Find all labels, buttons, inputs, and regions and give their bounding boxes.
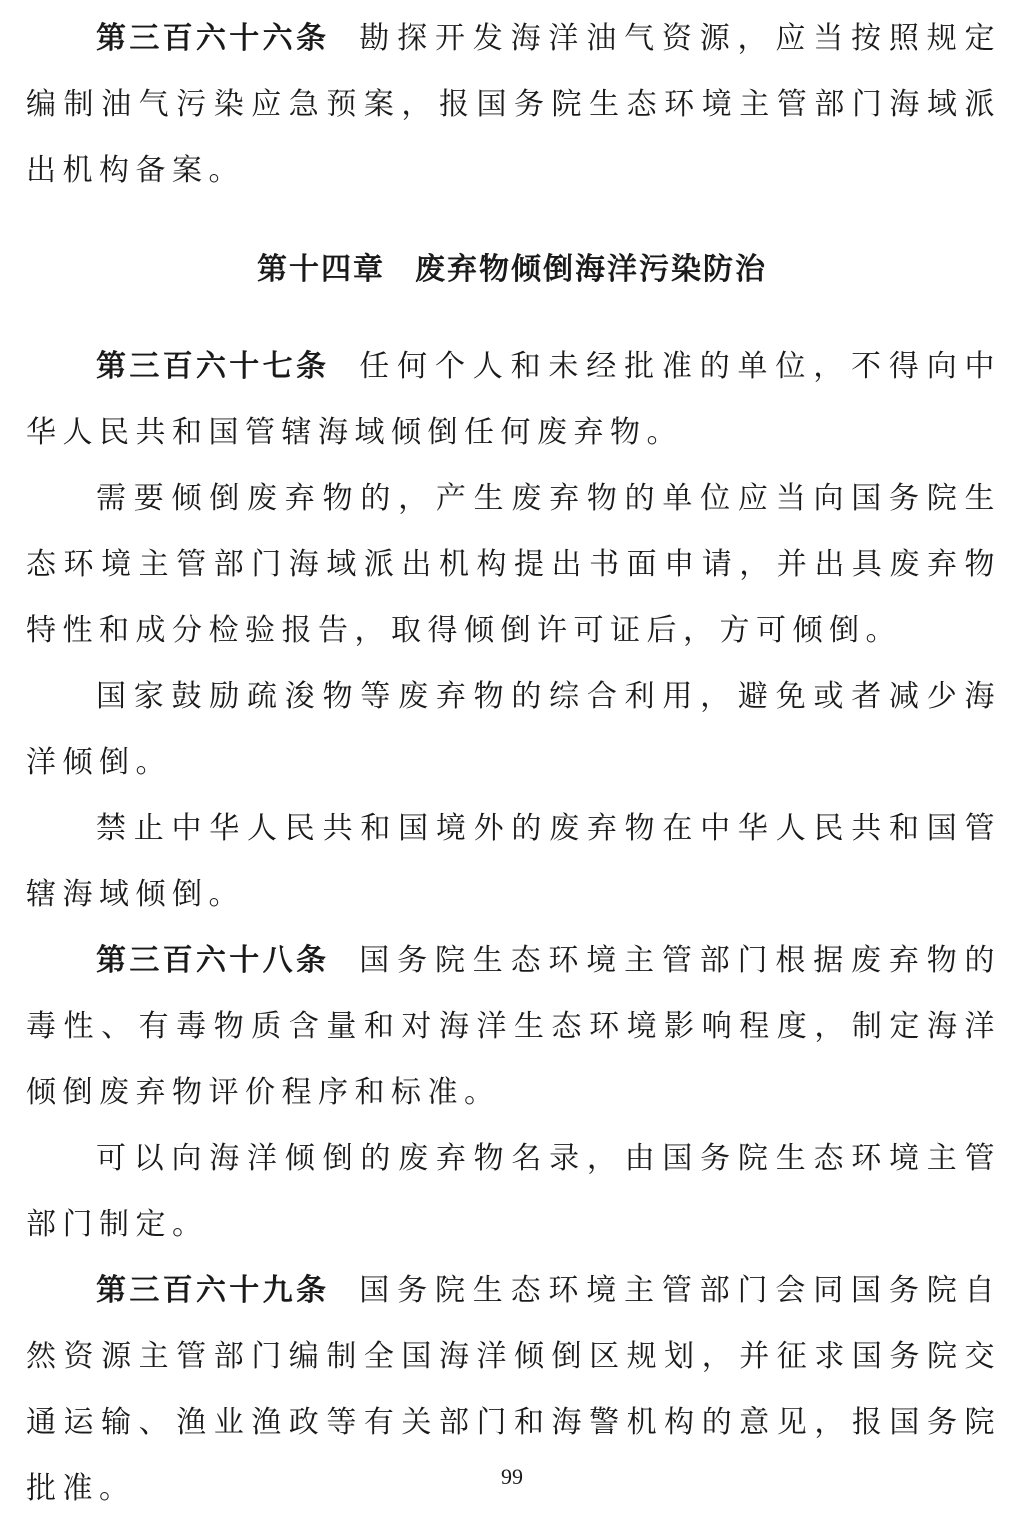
- article-text: 勘探开发海洋油气资源，应当按照规定编制油气污染应急预案，报国务院生态环境主管部门海域派出机构备案。: [26, 21, 1002, 188]
- page-number: 99: [501, 1464, 523, 1489]
- article-number: 第三百六十八条: [96, 943, 330, 978]
- chapter-number: 第十四章: [257, 252, 385, 287]
- chapter-title: 废弃物倾倒海洋污染防治: [415, 252, 767, 287]
- article-367-paragraph-3: 国家鼓励疏浚物等废弃物的综合利用，避免或者减少海洋倾倒。: [26, 679, 1001, 780]
- article-366: [26, 6, 1001, 204]
- article-text: 国务院生态环境主管部门会同国务院自然资源主管部门编制全国海洋倾倒区规划，并征求国务院交通运输、渔业渔政等有关部门和海警机构的意见，报国务院批准。: [26, 1273, 1002, 1506]
- article-number: 第三百六十九条: [96, 1273, 330, 1308]
- chapter-heading: [0, 240, 1024, 300]
- article-number: 第三百六十六条: [96, 21, 330, 56]
- article-text: 任何个人和未经批准的单位，不得向中华人民共和国管辖海域倾倒任何废弃物。: [26, 349, 1002, 450]
- article-367-paragraph-4: 禁止中华人民共和国境外的废弃物在中华人民共和国管辖海域倾倒。: [26, 811, 1001, 912]
- article-text: 国务院生态环境主管部门根据废弃物的毒性、有毒物质含量和对海洋生态环境影响程度，制定海洋倾倒废弃物评价程序和标准。: [26, 943, 1002, 1110]
- article-368-paragraph-2: 可以向海洋倾倒的废弃物名录，由国务院生态环境主管部门制定。: [26, 1141, 1001, 1242]
- article-number: 第三百六十七条: [96, 349, 330, 384]
- article-367-paragraph-2: 需要倾倒废弃物的，产生废弃物的单位应当向国务院生态环境主管部门海域派出机构提出书面申请，并出具废弃物特性和成分检验报告，取得倾倒许可证后，方可倾倒。: [26, 481, 1001, 648]
- article-367: [26, 334, 1001, 466]
- article-368: [26, 928, 1001, 1126]
